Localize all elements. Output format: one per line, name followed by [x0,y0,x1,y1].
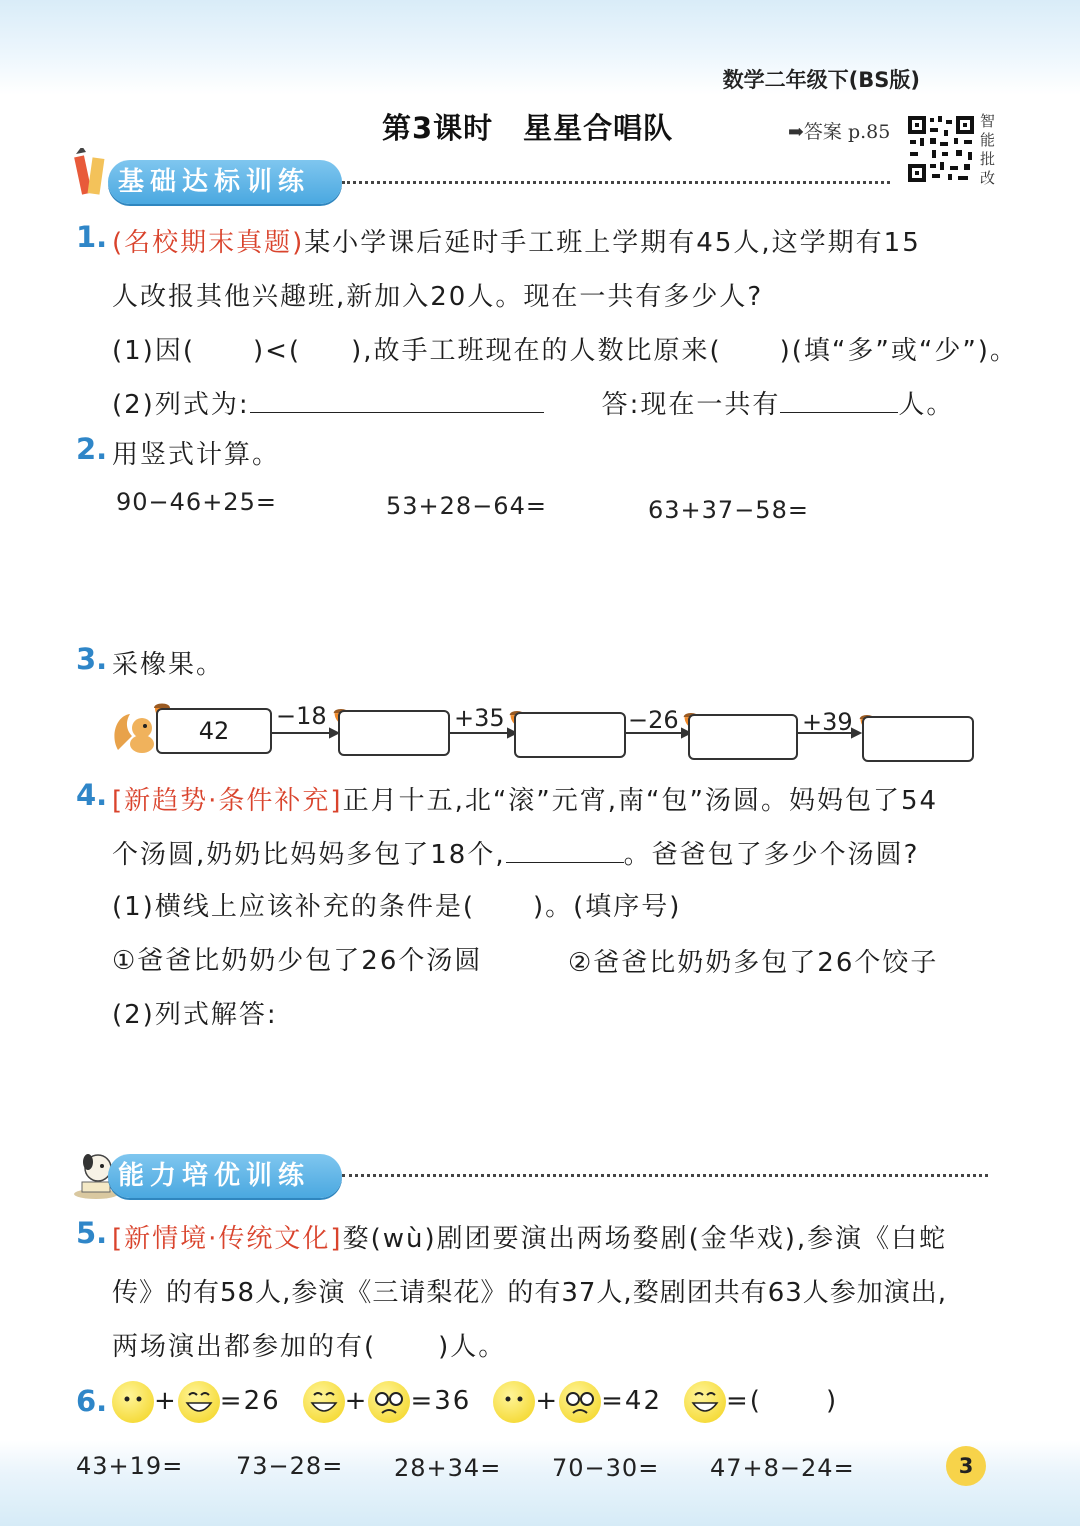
question-4-sub-2: (2)列式解答: [112,1000,278,1030]
question-5-line-1 [112,1218,947,1255]
question-1-line-2: 人改报其他兴趣班,新加入20人。现在一共有多少人? [112,282,764,312]
sub-text: (2)列式为: [112,390,250,420]
question-text: 某小学课后延时手工班上学期有45人,这学期有15 [304,228,921,258]
oral-calc: 47+8−24= [710,1454,855,1482]
answer-line[interactable] [780,386,898,413]
emoji-equations [112,1378,838,1424]
question-1-line-1 [112,222,921,259]
oral-calc: 70−30= [552,1454,660,1482]
condition-blank[interactable] [506,836,624,863]
equation-result: =( [726,1386,762,1416]
vertical-calc-1: 90−46+25= [116,488,277,516]
smart-grading-label: 智能批改 [980,112,996,187]
grinning-face-icon [684,1381,726,1423]
arrow-right-icon: ➡ [788,121,804,143]
question-text: 正月十五,北“滚”元宵,南“包”汤圆。妈妈包了54 [342,786,939,816]
equation-result: ) [825,1386,839,1416]
option-2[interactable]: ②爸爸比奶奶多包了26个饺子 [568,948,939,978]
question-5-line-3 [112,1326,506,1363]
page-number: 3 [946,1446,986,1486]
question-tag: [新趋势·条件补充] [112,786,343,816]
question-1-sub-2 [112,384,954,421]
question-3-text: 采橡果。 [112,650,225,680]
sub-text: (1)横线上应该补充的条件是( [112,892,475,922]
smiling-face-icon [493,1381,535,1423]
sub-text: ),故手工班现在的人数比原来( [351,336,722,366]
oral-calc: 43+19= [76,1452,184,1480]
section-divider [342,1174,988,1177]
operation-label: −26 [628,706,679,734]
question-number: 6. [76,1384,108,1418]
equation-result: =36 [410,1386,472,1416]
lesson-title: 第3课时 星星合唱队 [382,111,674,145]
answer-box[interactable] [688,714,798,760]
plus-sign: + [535,1386,560,1416]
grinning-face-icon [303,1381,345,1423]
oral-calc: 73−28= [236,1452,344,1480]
question-tag: [新情境·传统文化] [112,1224,343,1254]
question-5-line-2: 传》的有58人,参演《三请梨花》的有37人,婺剧团共有63人参加演出, [112,1278,948,1308]
answer-reference[interactable] [788,117,890,144]
plus-sign: + [344,1386,369,1416]
question-tag: (名校期末真题) [112,228,305,258]
question-4-line-2 [112,834,919,871]
plus-sign: + [154,1386,178,1416]
book-title: 数学二年级下(BS版) [722,68,920,92]
question-2-text: 用竖式计算。 [112,440,281,470]
question-1-sub-1 [112,330,1018,367]
question-text: )人。 [438,1332,507,1362]
sub-text: (1)因( [112,336,195,366]
grinning-face-icon [178,1381,220,1423]
sub-text: )<( [252,336,302,366]
answer-box[interactable] [338,710,450,756]
option-1[interactable]: ①爸爸比奶奶少包了26个汤圆 [112,946,483,976]
operation-label: +39 [802,708,853,736]
question-text: 个汤圆,奶奶比妈妈多包了18个, [112,840,506,870]
equation-result: =42 [601,1386,663,1416]
vertical-calc-2: 53+28−64= [386,492,547,520]
question-number: 3. [76,642,108,676]
oral-calc: 28+34= [394,1454,502,1482]
question-text: 两场演出都参加的有( [112,1332,377,1362]
question-4-sub-1 [112,886,681,923]
crying-face-icon [368,1381,410,1423]
smiling-face-icon [112,1381,154,1423]
answer-reference-label: 答案 p.85 [803,121,891,143]
qr-code-icon[interactable] [906,114,976,184]
equation-result: =26 [219,1386,281,1416]
crying-face-icon [559,1381,601,1423]
operation-label: −18 [276,702,327,730]
vertical-calc-3: 63+37−58= [648,496,809,524]
question-text: 婺(wù)剧团要演出两场婺剧(金华戏),参演《白蛇 [342,1224,948,1254]
answer-box[interactable] [514,712,626,758]
start-box: 42 [156,708,272,754]
sub-text: )(填“多”或“少”)。 [779,336,1018,366]
answer-box[interactable] [862,716,974,762]
question-number: 5. [76,1216,108,1250]
sub-text: 答:现在一共有 [601,390,781,420]
pencil-ruler-icon [72,148,112,198]
section-banner-basic: 基础达标训练 [108,160,342,204]
section-banner-advanced: 能力培优训练 [108,1154,342,1198]
sub-text: 人。 [898,390,955,420]
question-number: 1. [76,220,108,254]
operation-label: +35 [454,704,505,732]
question-4-line-1 [112,780,938,817]
question-text: 。爸爸包了多少个汤圆? [623,840,920,870]
sub-text: )。(填序号) [532,892,682,922]
question-number: 2. [76,432,108,466]
question-number: 4. [76,778,108,812]
section-divider [342,181,890,184]
answer-line[interactable] [250,386,544,413]
